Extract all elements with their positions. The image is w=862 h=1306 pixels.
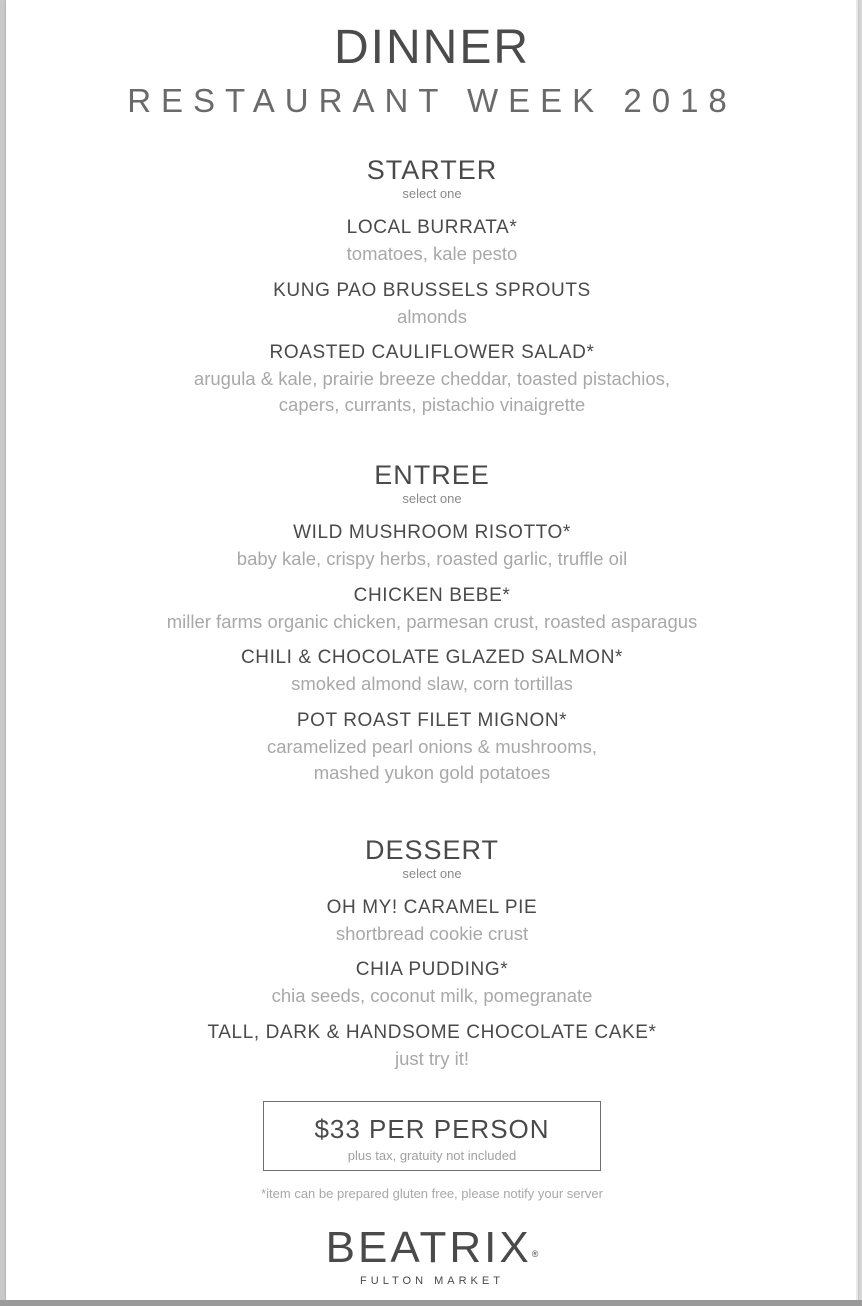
gluten-free-footnote: *item can be prepared gluten free, please notify your server [261,1186,603,1201]
price-box [263,1101,601,1171]
menu-page [6,0,858,1300]
menu-item-desc: chia seeds, coconut milk, pomegranate [271,985,593,1006]
section-note-dessert: select one [402,866,462,881]
section-heading-dessert: DESSERT [364,835,500,865]
menu-item-name: CHIA PUDDING* [355,959,509,980]
menu-item-desc: arugula & kale, prairie breeze cheddar, toasted pistachios, [193,368,671,389]
menu-subtitle: RESTAURANT WEEK 2018 [127,82,737,119]
brand-location: FULTON MARKET [360,1275,504,1287]
menu-item-desc: almonds [397,306,467,327]
menu-item-desc: just try it! [394,1048,469,1069]
section-note-starter: select one [402,186,462,201]
menu-title: DINNER [333,21,530,74]
registered-mark: ® [531,1249,539,1259]
price-label: $33 PER PERSON [314,1114,550,1144]
menu-item-desc: mashed yukon gold potatoes [313,762,551,783]
menu-item-desc: smoked almond slaw, corn tortillas [291,673,573,694]
viewer-bottom-edge [0,1300,862,1306]
menu-item-desc: shortbread cookie crust [335,923,529,944]
brand-logo [6,1224,858,1272]
menu-item-desc: baby kale, crispy herbs, roasted garlic, truffle oil [236,548,628,569]
menu-item-name: CHICKEN BEBE* [353,585,511,606]
menu-item-name: LOCAL BURRATA* [346,217,518,238]
menu-item-desc: caramelized pearl onions & mushrooms, [266,736,598,757]
menu-item-name: CHILI & CHOCOLATE GLAZED SALMON* [240,647,624,668]
menu-item-name: TALL, DARK & HANDSOME CHOCOLATE CAKE* [207,1022,657,1043]
section-heading-entree: ENTREE [374,460,490,490]
menu-item-name: WILD MUSHROOM RISOTTO* [293,522,571,543]
section-note-entree: select one [402,491,462,506]
menu-item-desc: miller farms organic chicken, parmesan crust, roasted asparagus [166,611,698,632]
menu-item-name: POT ROAST FILET MIGNON* [296,710,568,731]
menu-item-desc: tomatoes, kale pesto [346,243,518,264]
price-note: plus tax, gratuity not included [347,1148,517,1163]
menu-item-desc: capers, currants, pistachio vinaigrette [278,394,586,415]
section-heading-starter: STARTER [366,155,498,185]
menu-item-name: ROASTED CAULIFLOWER SALAD* [269,342,595,363]
brand-name: BEATRIX [325,1223,532,1272]
menu-item-name: KUNG PAO BRUSSELS SPROUTS [273,280,591,301]
menu-item-name: OH MY! CARAMEL PIE [326,897,538,918]
